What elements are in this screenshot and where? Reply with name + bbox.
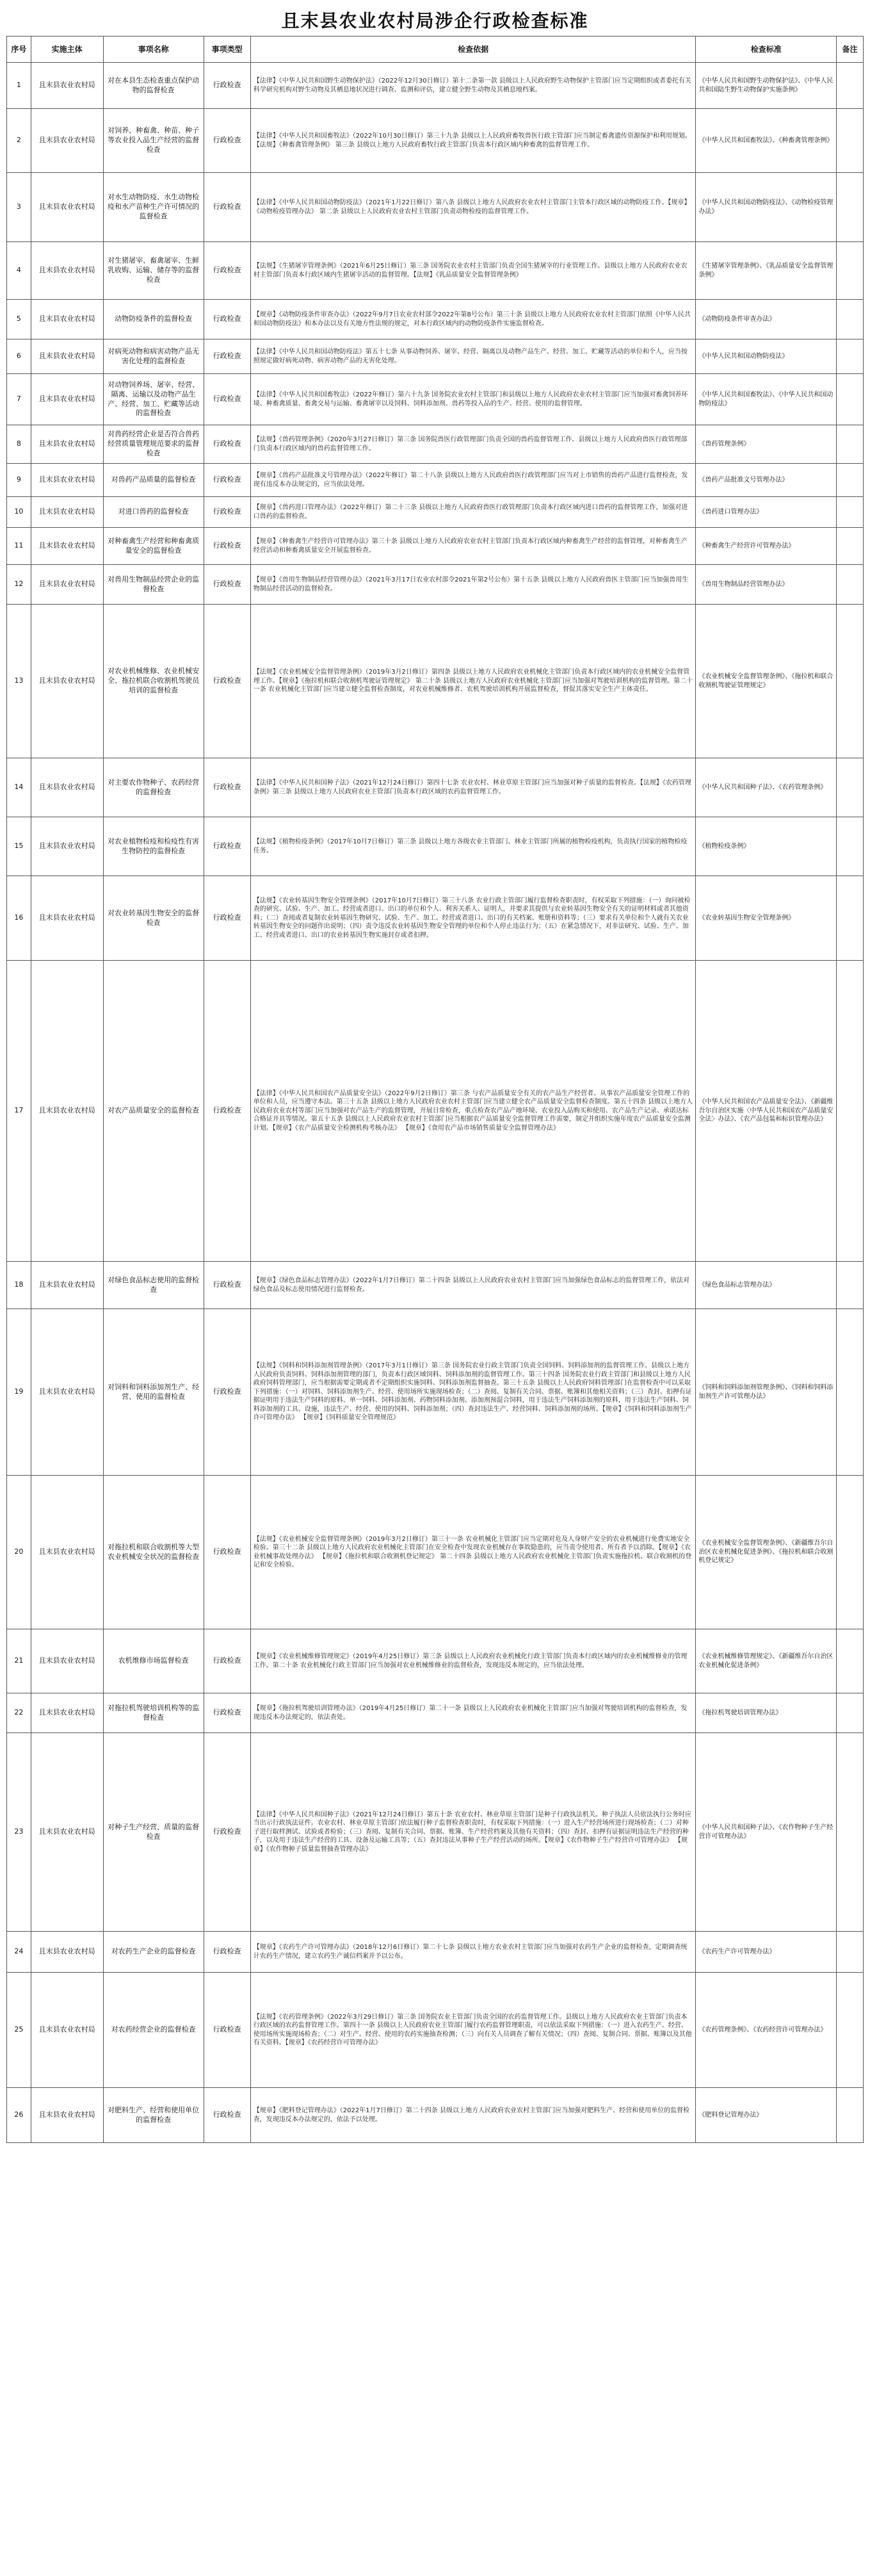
row-standard: 《农业机械安全监督管理条例》、《拖拉机和联合收割机驾驶证管理规定》 [696, 605, 837, 758]
table-row [7, 425, 864, 464]
row-number: 7 [7, 374, 31, 425]
row-note [837, 63, 864, 109]
row-standard: 《中华人民共和国畜牧法》、《种畜禽管理条例》 [696, 109, 837, 173]
row-standard: 《中华人民共和国种子法》、《农作物种子生产经营许可管理办法》 [696, 1733, 837, 1932]
table-row [7, 1973, 864, 2088]
row-item-type: 行政检查 [204, 817, 250, 876]
row-item-type: 行政检查 [204, 1973, 250, 2088]
row-note [837, 242, 864, 300]
row-item-name: 对水生动物防疫、水生动物检疫和水产苗种生产许可情况的监督检查 [103, 173, 204, 242]
row-standard: 《兽药管理条例》 [696, 425, 837, 464]
row-note [837, 300, 864, 339]
inspection-standards-table [6, 36, 864, 2143]
row-note [837, 2088, 864, 2143]
row-item-name: 对拖拉机和联合收割机等大型农业机械安全状况的监督检查 [103, 1476, 204, 1629]
row-number: 11 [7, 528, 31, 565]
row-item-type: 行政检查 [204, 425, 250, 464]
row-number: 3 [7, 173, 31, 242]
row-note [837, 528, 864, 565]
row-basis: 【规章】《兽药进口管理办法》（2022年修订）第二十三条 县级以上地方人民政府兽医行政管理部门负责本行政区域内进口兽药的监督管理工作，加强对进口兽药的监督检查。 [250, 497, 696, 528]
row-standard: 《植物检疫条例》 [696, 817, 837, 876]
row-item-type: 行政检查 [204, 1309, 250, 1476]
row-subject: 且末县农业农村局 [31, 63, 103, 109]
table-row [7, 464, 864, 497]
row-basis: 【法律】《中华人民共和国动物防疫法》第五十七条 从事动物饲养、屠宰、经营、隔离以及动物产品生产、经营、加工、贮藏等活动的单位和个人，应当按照规定做好病死动物、病害动物产品的无害化处理。 [250, 339, 696, 374]
row-basis: 【规章】《拖拉机驾驶培训管理办法》（2019年4月25日修订）第二十一条 县级以上人民政府农业机械化主管部门应当加强对驾驶培训机构的监督检查，发现违反本办法规定的，依法查处。 [250, 1693, 696, 1733]
row-item-name: 对农产品质量安全的监督检查 [103, 961, 204, 1262]
header-no: 序号 [7, 37, 31, 63]
row-number: 4 [7, 242, 31, 300]
row-basis: 【法规】《农药管理条例》（2022年3月29日修订）第三条 国务院农业主管部门负责全国的农药监督管理工作。县级以上地方人民政府农业主管部门负责本行政区域的农药监督管理工作。第四十一条 县级以上人民政府农业主管部门履行农药监督管理职责，可以依法采取下列措施：（一）进入农药生产、经营、使用场所实施现场检查；（二）对生产、经营、使用的农药实施抽查检测；（三）向有关人员调查了解有关情况；（四）查阅、复制合同、票据、账簿以及其他有关资料。【规章】《农药经营许可管理办法》 [250, 1973, 696, 2088]
row-subject: 且末县农业农村局 [31, 1693, 103, 1733]
row-subject: 且末县农业农村局 [31, 528, 103, 565]
row-basis: 【法律】《中华人民共和国种子法》（2021年12月24日修订）第四十七条 农业农村、林业草原主管部门应当加强对种子质量的监督检查。【法规】《农药管理条例》第三条 县级以上地方人民政府农业主管部门负责本行政区域的农药监督管理工作。 [250, 758, 696, 817]
row-subject: 且末县农业农村局 [31, 300, 103, 339]
row-item-name: 对绿色食品标志使用的监督检查 [103, 1262, 204, 1309]
row-item-name: 对兽药产品质量的监督检查 [103, 464, 204, 497]
row-basis: 【法律】《中华人民共和国动物防疫法》（2021年1月22日修订）第八条 县级以上地方人民政府农业农村主管部门主管本行政区域的动物防疫工作。【规章】《动物检疫管理办法》 第二条 县级以上人民政府农业农村主管部门负责动物检疫的监督管理工作。 [250, 173, 696, 242]
row-note [837, 1733, 864, 1932]
table-row [7, 961, 864, 1262]
row-item-name: 对农药经营企业的监督检查 [103, 1973, 204, 2088]
row-item-name: 对种畜禽生产经营和种畜禽质量安全的监督检查 [103, 528, 204, 565]
table-row [7, 1733, 864, 1932]
row-number: 9 [7, 464, 31, 497]
row-standard: 《农业机械维修管理规定》、《新疆维吾尔自治区农业机械化促进条例》 [696, 1629, 837, 1693]
row-standard: 《农业机械安全监督管理条例》、《新疆维吾尔自治区农业机械化促进条例》、《拖拉机和联合收割机登记规定》 [696, 1476, 837, 1629]
row-number: 18 [7, 1262, 31, 1309]
row-item-type: 行政检查 [204, 242, 250, 300]
row-standard: 《中华人民共和国野生动物保护法》、《中华人民共和国陆生野生动物保护实施条例》 [696, 63, 837, 109]
row-subject: 且末县农业农村局 [31, 1733, 103, 1932]
row-subject: 且末县农业农村局 [31, 565, 103, 605]
row-number: 21 [7, 1629, 31, 1693]
row-note [837, 464, 864, 497]
row-item-name: 对在本县生态检查重点保护动物的监督检查 [103, 63, 204, 109]
row-note [837, 425, 864, 464]
header-standard: 检查标准 [696, 37, 837, 63]
row-subject: 且末县农业农村局 [31, 374, 103, 425]
table-row [7, 497, 864, 528]
row-number: 1 [7, 63, 31, 109]
row-basis: 【法规】《农业机械安全监督管理条例》（2019年3月2日修订）第三十一条 农业机械化主管部门应当定期对危及人身财产安全的农业机械进行免费实地安全检验。第三十二条 县级以上地方人民政府农业机械化主管部门在安全检查中发现农业机械存在事故隐患的，应当责令使用者、所有者予以消除。【规章】《农业机械事故处理办法》 【规章】《拖拉机和联合收割机登记规定》 第二十四条 县级以上地方人民政府农业机械化主管部门负责实施拖拉机、联合收割机的登记和安全检验。 [250, 1476, 696, 1629]
row-standard: 《动物防疫条件审查办法》 [696, 300, 837, 339]
row-number: 17 [7, 961, 31, 1262]
row-note [837, 565, 864, 605]
row-basis: 【规章】《肥料登记管理办法》（2022年1月7日修订）第二十四条 县级以上地方人民政府农业农村主管部门应当加强对肥料生产、经营和使用单位的监督检查，发现违反本办法规定的，依法予以处理。 [250, 2088, 696, 2143]
row-note [837, 1973, 864, 2088]
row-note [837, 758, 864, 817]
row-number: 26 [7, 2088, 31, 2143]
row-item-name: 对农药生产企业的监督检查 [103, 1932, 204, 1973]
row-standard: 《兽药产品批准文号管理办法》 [696, 464, 837, 497]
row-item-name: 对兽用生物制品经营企业的监督检查 [103, 565, 204, 605]
row-item-type: 行政检查 [204, 2088, 250, 2143]
row-item-type: 行政检查 [204, 1629, 250, 1693]
row-standard: 《饲料和饲料添加剂管理条例》、《饲料和饲料添加剂生产许可管理办法》 [696, 1309, 837, 1476]
row-item-type: 行政检查 [204, 497, 250, 528]
document-title: 且末县农业农村局涉企行政检查标准 [281, 10, 589, 31]
row-standard: 《绿色食品标志管理办法》 [696, 1262, 837, 1309]
row-subject: 且末县农业农村局 [31, 497, 103, 528]
row-standard: 《农药生产许可管理办法》 [696, 1932, 837, 1973]
row-standard: 《中华人民共和国畜牧法》、《中华人民共和国动物防疫法》 [696, 374, 837, 425]
table-row [7, 1629, 864, 1693]
table-row [7, 817, 864, 876]
row-number: 23 [7, 1733, 31, 1932]
row-number: 15 [7, 817, 31, 876]
row-subject: 且末县农业农村局 [31, 1629, 103, 1693]
table-row [7, 605, 864, 758]
table-row [7, 1932, 864, 1973]
row-item-name: 对主要农作物种子、农药经营的监督检查 [103, 758, 204, 817]
row-basis: 【法规】《植物检疫条例》（2017年10月7日修订）第三条 县级以上地方各级农业主管部门、林业主管部门所属的植物检疫机构，负责执行国家的植物检疫任务。 [250, 817, 696, 876]
row-basis: 【规章】《农药生产许可管理办法》（2018年12月6日修订）第二十七条 县级以上地方农业农村主管部门应当加强对农药生产企业的监督检查，定期调查统计农药生产情况，建立农药生产诚信档案并予以公布。 [250, 1932, 696, 1973]
row-item-name: 对病死动物和病害动物产品无害化处理的监督检查 [103, 339, 204, 374]
row-note [837, 109, 864, 173]
row-note [837, 497, 864, 528]
row-item-type: 行政检查 [204, 1932, 250, 1973]
row-basis: 【法规】《兽药管理条例》（2020年3月27日修订）第三条 国务院兽医行政管理部门负责全国的兽药监督管理工作。县级以上地方人民政府兽医行政管理部门负责本行政区域内的兽药监督管理工作。 [250, 425, 696, 464]
row-item-name: 动物防疫条件的监督检查 [103, 300, 204, 339]
row-subject: 且末县农业农村局 [31, 242, 103, 300]
row-basis: 【法规】《生猪屠宰管理条例》（2021年6月25日修订）第三条 国务院农业农村主管部门负责全国生猪屠宰的行业管理工作。县级以上地方人民政府农业农村主管部门负责本行政区域内生猪屠宰活动的监督管理。【法规】《乳品质量安全监督管理条例》 [250, 242, 696, 300]
row-basis: 【法律】《中华人民共和国野生动物保护法》（2022年12月30日修订）第十二条第一款 县级以上人民政府野生动物保护主管部门应当定期组织或者委托有关科学研究机构对野生动物及其栖息地状况进行调查、监测和评估，建立健全野生动物及其栖息地档案。 [250, 63, 696, 109]
row-item-type: 行政检查 [204, 1693, 250, 1733]
table-row [7, 2088, 864, 2143]
row-note [837, 1932, 864, 1973]
row-basis: 【法规】《农业转基因生物安全管理条例》（2017年10月7日修订）第三十八条 农业行政主管部门履行监督检查职责时，有权采取下列措施：（一）询问被检查的研究、试验、生产、加工、经营或者进口、出口的单位和个人、利害关系人、证明人，并要求其提供与农业转基因生物安全有关的证明材料或者其他资料；（二）查阅或者复制农业转基因生物研究、试验、生产、加工、经营或者进口、出口的有关档案、账册和资料等；（三）要求有关单位和个人就有关农业转基因生物安全的问题作出说明；（四）责令违反农业转基因生物安全管理的单位和个人停止违法行为；（五）在紧急情况下，对非法研究、试验、生产、加工、经营或者进口、出口的农业转基因生物实施封存或者扣押。 [250, 876, 696, 961]
row-number: 12 [7, 565, 31, 605]
row-note [837, 173, 864, 242]
row-basis: 【法律】《中华人民共和国种子法》（2021年12月24日修订）第五十条 农业农村、林业草原主管部门是种子行政执法机关。种子执法人员依法执行公务时应当出示行政执法证件。农业农村、林业草原主管部门依法履行种子监督检查职责时，有权采取下列措施：（一）进入生产经营场所进行现场检查；（二）对种子进行取样测试、试验或者检验；（三）查阅、复制有关合同、票据、账簿、生产经营档案及其他有关资料；（四）查封、扣押有证据证明违法生产经营的种子，以及用于违法生产经营的工具、设备及运输工具等；（五）查封违法从事种子生产经营活动的场所。【规章】《农作物种子生产经营许可管理办法》 【规章】《农作物种子质量监督抽查管理办法》 [250, 1733, 696, 1932]
row-standard: 《兽药进口管理办法》 [696, 497, 837, 528]
row-note [837, 1476, 864, 1629]
row-subject: 且末县农业农村局 [31, 1973, 103, 2088]
row-note [837, 605, 864, 758]
row-subject: 且末县农业农村局 [31, 1476, 103, 1629]
header-note: 备注 [837, 37, 864, 63]
table-row [7, 1693, 864, 1733]
row-subject: 且末县农业农村局 [31, 173, 103, 242]
table-row [7, 1476, 864, 1629]
row-subject: 且末县农业农村局 [31, 605, 103, 758]
row-standard: 《中华人民共和国动物防疫法》、《动物检疫管理办法》 [696, 173, 837, 242]
row-item-type: 行政检查 [204, 374, 250, 425]
table-row [7, 528, 864, 565]
table-row [7, 374, 864, 425]
table-row [7, 300, 864, 339]
header-type: 事项类型 [204, 37, 250, 63]
row-item-type: 行政检查 [204, 961, 250, 1262]
row-item-type: 行政检查 [204, 464, 250, 497]
row-number: 16 [7, 876, 31, 961]
row-number: 10 [7, 497, 31, 528]
row-note [837, 339, 864, 374]
row-note [837, 1309, 864, 1476]
row-item-name: 对肥料生产、经营和使用单位的监督检查 [103, 2088, 204, 2143]
row-note [837, 1262, 864, 1309]
row-standard: 《农药管理条例》、《农药经营许可管理办法》 [696, 1973, 837, 2088]
header-subject: 实施主体 [31, 37, 103, 63]
table-row [7, 63, 864, 109]
row-item-type: 行政检查 [204, 63, 250, 109]
row-basis: 【规章】《绿色食品标志管理办法》（2022年1月7日修订）第二十四条 县级以上人民政府农业农村主管部门应当加强绿色食品标志的监督管理工作，依法对绿色食品及标志使用情况进行监督检查。 [250, 1262, 696, 1309]
row-standard: 《中华人民共和国种子法》、《农药管理条例》 [696, 758, 837, 817]
header-item: 事项名称 [103, 37, 204, 63]
row-standard: 《兽用生物制品经营管理办法》 [696, 565, 837, 605]
row-item-name: 对拖拉机驾驶培训机构等的监督检查 [103, 1693, 204, 1733]
row-number: 25 [7, 1973, 31, 2088]
row-number: 20 [7, 1476, 31, 1629]
row-basis: 【法规】《饲料和饲料添加剂管理条例》（2017年3月1日修订）第三条 国务院农业行政主管部门负责全国饲料、饲料添加剂的监督管理工作。县级以上地方人民政府负责饲料、饲料添加剂管理的部门，负责本行政区域饲料、饲料添加剂的监督管理工作。第三十四条 国务院农业行政主管部门和县级以上地方人民政府饲料管理部门，应当根据需要定期或者不定期组织实施饲料、饲料添加剂监督抽查。第三十五条 县级以上人民政府饲料管理部门在监督检查中可以采取下列措施：（一）对饲料、饲料添加剂生产、经营、使用场所实施现场检查；（二）查阅、复制有关合同、票据、账簿和其他相关资料；（三）查封、扣押有证据证明用于违法生产饲料的原料、单一饲料、饲料添加剂、药物饲料添加剂、添加剂预混合饲料，用于违法生产饲料添加剂的原料，用于违法生产饲料、饲料添加剂的工具、设施，违法生产、经营、使用的饲料、饲料添加剂；（四）查封违法生产、经营饲料、饲料添加剂的场所。【规章】《饲料和饲料添加剂生产许可管理办法》 【规章】《饲料质量安全管理规范》 [250, 1309, 696, 1476]
table-row [7, 242, 864, 300]
row-item-name: 对农业转基因生物安全的监督检查 [103, 876, 204, 961]
row-note [837, 1693, 864, 1733]
row-standard: 《中华人民共和国动物防疫法》 [696, 339, 837, 374]
table-row [7, 1309, 864, 1476]
table-row [7, 565, 864, 605]
row-item-type: 行政检查 [204, 300, 250, 339]
row-item-name: 对进口兽药的监督检查 [103, 497, 204, 528]
table-row [7, 109, 864, 173]
row-basis: 【法律】《中华人民共和国农产品质量安全法》（2022年9月2日修订）第三条 与农产品质量安全有关的农产品生产经营者、从事农产品质量安全管理工作的单位和人员，应当遵守本法。第三十五条 县级以上地方人民政府农业农村主管部门应当建立健全农产品质量安全监督检查制度。第五十四条 县级以上地方人民政府农业农村等部门应当加强对农产品生产的监督管理，开展日常检查，重点检查农产品产地环境、农业投入品购买和使用、农产品生产记录、承诺达标合格证开具等情况。第五十五条 县级以上人民政府农业农村主管部门应当根据农产品质量安全监督管理工作需要，制定并组织实施年度农产品质量安全监测计划。【规章】《农产品质量安全检测机构考核办法》 【规章】《食用农产品市场销售质量安全监督管理办法》 [250, 961, 696, 1262]
row-subject: 且末县农业农村局 [31, 1262, 103, 1309]
row-number: 13 [7, 605, 31, 758]
row-number: 5 [7, 300, 31, 339]
row-basis: 【法律】《中华人民共和国畜牧法》（2022年10月30日修订）第三十九条 县级以上人民政府畜牧兽医行政主管部门应当制定畜禽遗传资源保护和利用规划。【法规】《种畜禽管理条例》 第三条 县级以上地方人民政府畜牧行政主管部门负责本行政区域内种畜禽的监督管理工作。 [250, 109, 696, 173]
row-subject: 且末县农业农村局 [31, 1309, 103, 1476]
row-number: 6 [7, 339, 31, 374]
row-standard: 《中华人民共和国农产品质量安全法》、《新疆维吾尔自治区实施〈中华人民共和国农产品质量安全法〉办法》、《农产品包装和标识管理办法》 [696, 961, 837, 1262]
row-basis: 【规章】《动物防疫条件审查办法》（2022年9月7日农业农村部令2022年第8号公布）第三十条 县级以上地方人民政府农业农村主管部门依照《中华人民共和国动物防疫法》和本办法以及有关地方性法规的规定，对本行政区域内的动物防疫条件实施监督检查。 [250, 300, 696, 339]
row-item-name: 对生猪屠宰、畜禽屠宰、生鲜乳收购、运输、储存等的监督检查 [103, 242, 204, 300]
row-item-type: 行政检查 [204, 1476, 250, 1629]
row-standard: 《生猪屠宰管理条例》、《乳品质量安全监督管理条例》 [696, 242, 837, 300]
row-standard: 《农业转基因生物安全管理条例》 [696, 876, 837, 961]
row-standard: 《拖拉机驾驶培训管理办法》 [696, 1693, 837, 1733]
row-number: 2 [7, 109, 31, 173]
row-subject: 且末县农业农村局 [31, 817, 103, 876]
row-item-name: 对饲养、种畜禽、种苗、种子等农业投入品生产经营的监督检查 [103, 109, 204, 173]
table-row [7, 1262, 864, 1309]
row-number: 14 [7, 758, 31, 817]
row-item-type: 行政检查 [204, 528, 250, 565]
row-item-name: 对动物饲养场、屠宰、经营、隔离、运输以及动物产品生产、经营、加工、贮藏等活动的监督检查 [103, 374, 204, 425]
table-row [7, 173, 864, 242]
row-item-name: 对兽药经营企业是否符合兽药经营质量管理规范要求的监督检查 [103, 425, 204, 464]
row-subject: 且末县农业农村局 [31, 876, 103, 961]
row-item-name: 农机维修市场监督检查 [103, 1629, 204, 1693]
row-subject: 且末县农业农村局 [31, 109, 103, 173]
row-basis: 【规章】《兽用生物制品经营管理办法》（2021年3月17日农业农村部令2021年第2号公布）第十五条 县级以上地方人民政府兽医主管部门应当加强兽用生物制品经营活动的监督检查。 [250, 565, 696, 605]
row-subject: 且末县农业农村局 [31, 464, 103, 497]
row-note [837, 374, 864, 425]
row-item-type: 行政检查 [204, 1733, 250, 1932]
row-basis: 【规章】《种畜禽生产经营许可管理办法》第三十条 县级以上地方人民政府农业农村主管部门负责本行政区域内种畜禽生产经营的监督管理，对种畜禽生产经营活动和种畜禽质量安全开展监督检查。 [250, 528, 696, 565]
row-item-type: 行政检查 [204, 1262, 250, 1309]
row-item-type: 行政检查 [204, 109, 250, 173]
row-basis: 【规章】《兽药产品批准文号管理办法》（2022年修订）第二十八条 县级以上地方人民政府兽医行政管理部门应当对上市销售的兽药产品进行监督检查，发现有违反本办法规定的，应当依法处理。 [250, 464, 696, 497]
row-basis: 【法规】《农业机械安全监督管理条例》（2019年3月2日修订）第四条 县级以上地方人民政府农业机械化主管部门负责本行政区域内的农业机械安全监督管理工作。【规章】《拖拉机和联合收割机驾驶证管理规定》 第二十条 县级以上地方人民政府农业机械化主管部门应当加强对驾驶培训机构的监督管理。第二十一条 农业机械化主管部门应当建立健全监督检查制度，对农业机械维修者、农机驾驶培训机构开展监督检查，督促其落实安全生产主体责任。 [250, 605, 696, 758]
row-note [837, 817, 864, 876]
row-item-name: 对种子生产经营、质量的监督检查 [103, 1733, 204, 1932]
table-row [7, 876, 864, 961]
row-item-type: 行政检查 [204, 876, 250, 961]
row-subject: 且末县农业农村局 [31, 1932, 103, 1973]
table-header-row [7, 37, 864, 63]
row-note [837, 1629, 864, 1693]
table-body [7, 63, 864, 2143]
row-standard: 《种畜禽生产经营许可管理办法》 [696, 528, 837, 565]
row-number: 19 [7, 1309, 31, 1476]
row-number: 8 [7, 425, 31, 464]
row-item-type: 行政检查 [204, 339, 250, 374]
row-item-type: 行政检查 [204, 565, 250, 605]
table-row [7, 758, 864, 817]
row-subject: 且末县农业农村局 [31, 758, 103, 817]
row-note [837, 876, 864, 961]
row-item-name: 对饲料和饲料添加剂生产、经营、使用的监督检查 [103, 1309, 204, 1476]
row-number: 24 [7, 1932, 31, 1973]
row-item-name: 对农业植物检疫和检疫性有害生物防控的监督检查 [103, 817, 204, 876]
row-standard: 《肥料登记管理办法》 [696, 2088, 837, 2143]
row-basis: 【法律】《中华人民共和国畜牧法》（2022年修订）第六十九条 国务院农业农村主管部门和县级以上地方人民政府农业农村主管部门应当加强对畜禽饲养环境、种畜禽质量、畜禽交易与运输、畜禽屠宰以及饲料、饲料添加剂、兽药等投入品的生产、经营、使用的监督管理。 [250, 374, 696, 425]
row-item-type: 行政检查 [204, 173, 250, 242]
row-subject: 且末县农业农村局 [31, 339, 103, 374]
header-basis: 检查依据 [250, 37, 696, 63]
row-subject: 且末县农业农村局 [31, 2088, 103, 2143]
row-basis: 【规章】《农业机械维修管理规定》（2019年4月25日修订）第三条 县级以上人民政府农业机械化行政主管部门负责本行政区域内的农业机械维修业的管理工作。第二十条 农业机械化行政主管部门应当加强对农业机械维修业的监督检查，发现违反本规定的，应当依法处理。 [250, 1629, 696, 1693]
row-item-name: 对农业机械维修、农业机械安全、拖拉机联合收割机驾驶员培训的监督检查 [103, 605, 204, 758]
row-item-type: 行政检查 [204, 605, 250, 758]
row-item-type: 行政检查 [204, 758, 250, 817]
row-subject: 且末县农业农村局 [31, 961, 103, 1262]
row-subject: 且末县农业农村局 [31, 425, 103, 464]
table-row [7, 339, 864, 374]
row-note [837, 961, 864, 1262]
row-number: 22 [7, 1693, 31, 1733]
